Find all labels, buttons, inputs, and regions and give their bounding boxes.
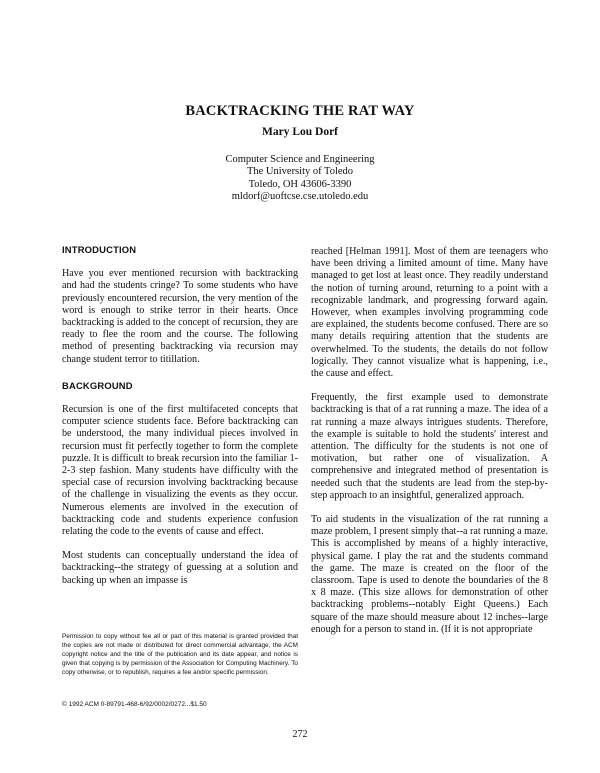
affiliation-department: Computer Science and Engineering (225, 154, 375, 165)
left-column (62, 244, 298, 587)
affiliation-address: Toledo, OH 43606-3390 (248, 178, 352, 190)
section-heading-introduction: INTRODUCTION (62, 244, 137, 255)
permission-notice: Permission to copy without fee all or part of this material is granted provided that the copies are not made or distributed for direct commercial advantage, the ACM copyright notice and the title of the publication and its date appear, and notice is given that copying is by permission of the Association for Computing Machinery. To copy otherwise, or to republish, requires a fee and/or specific permission. (62, 633, 298, 677)
background-paragraph-2: Most students can conceptually understand the idea of backtracking--the strategy of guessing at a solution and backing up when an impasse is (62, 550, 298, 586)
paper-title: BACKTRACKING THE RAT WAY (185, 103, 415, 119)
author-name: Mary Lou Dorf (261, 126, 338, 138)
copyright-line: © 1992 ACM 0-89791-468-6/92/0002/0272...$1.50 (62, 701, 207, 708)
right-paragraph-1: reached [Helman 1991]. Most of them are teenagers who have been driving a limited amount of time. Many have managed to get lost at least once. They readily understand the notion of turning around, returning to a point with a recognizable landmark, and progressing forward again. However, when examples involving programming code are explained, the students become confused. There are so many details requiring attention that the students are overwhelmed. To the students, the details do not follow logically. They cannot visualize what is happening, i.e., the cause and effect. (311, 246, 548, 380)
affiliation-university: The University of Toledo (246, 166, 354, 178)
right-paragraph-3: To aid students in the visualization of the rat running a maze problem, I present simply that--a rat running a maze. This is accomplished by means of a highly interactive, physical game. I play the rat and the students command the game. The maze is created on the floor of the classroom. Tape is used to denote the boundaries of the 8 x 8 maze. (This size allows for demonstration of other backtracking problems--notably Eight Queens.) Each square of the maze should measure about 12 inches--large enough for a person to stand in. (If it is not appropriate (311, 514, 548, 635)
page-number: 272 (292, 729, 308, 740)
right-paragraph-2: Frequently, the first example used to demonstrate backtracking is that of a rat running a maze. The idea of a rat running a maze always intrigues students. Therefore, the example is suitable to hold the students' interest and attention. The difficulty for the students is not one of motivation, but rather one of visualization. A comprehensive and integrated method of presentation is needed such that the students are lead from the step-by-step approach to an insightful, generalized approach. (311, 392, 548, 501)
section-heading-background: BACKGROUND (62, 379, 133, 391)
right-column (311, 246, 548, 636)
affiliation-email: mldorf@uoftcse.cse.utoledo.edu (231, 190, 369, 202)
author-affiliation (0, 154, 600, 203)
introduction-paragraph: Have you ever mentioned recursion with backtracking and had the students cringe? To some students who have previously encountered recursion, the very mention of the word is enough to strike terror in their hearts. Once backtracking is added to the concept of recursion, they are ready to flee the room and the course. The following method of presenting backtracking via recursion may change student terror to titillation. (62, 268, 298, 365)
background-paragraph-1: Recursion is one of the first multifaceted concepts that computer science students face. Before backtracking can be understood, the many individual pieces involved in recursion must fit perfectly together to form the complete puzzle. It is difficult to break recursion into the familiar 1-2-3 step fashion. Many students have difficulty with the special case of recursion involving backtracking because of the challenge in visualizing the events as they occur. Numerous elements are involved in the execution of backtracking code and students experience confusion relating the code to the events of cause and effect. (62, 404, 298, 538)
